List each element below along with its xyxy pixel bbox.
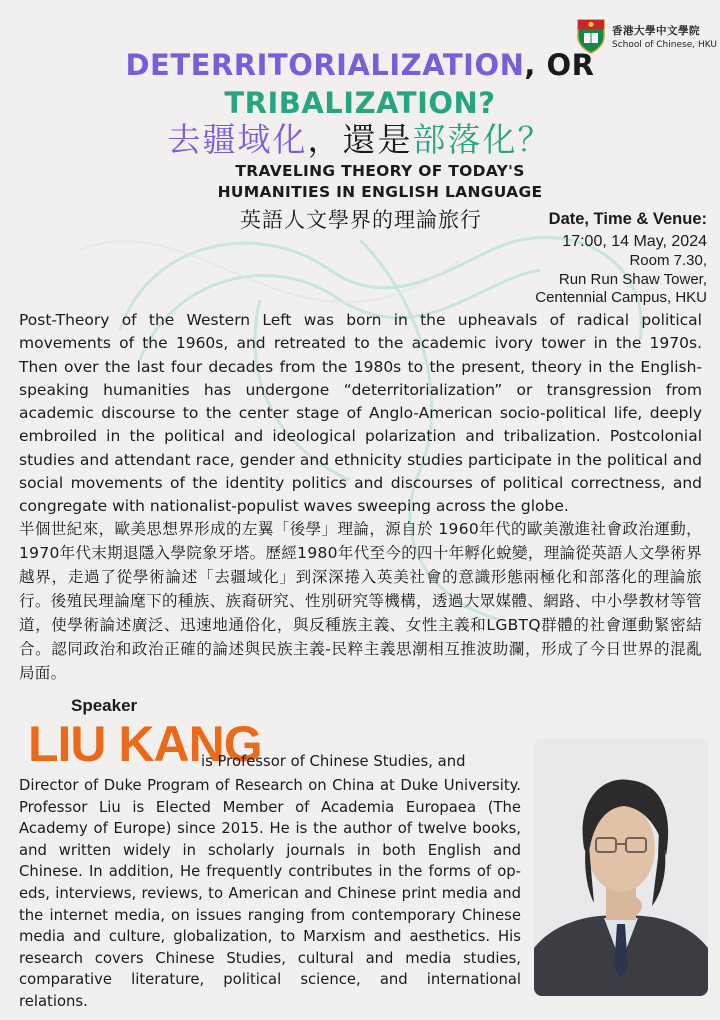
venue-datetime: 17:00, 14 May, 2024 [562,233,707,250]
venue-building: Run Run Shaw Tower, [558,270,707,288]
subtitle-zh: 英語人文學界的理論旅行 [240,208,482,232]
speaker-name: LIU KANG [28,716,262,772]
title-or: , OR [524,48,595,82]
title-tribalization: TRIBALIZATION? [224,86,496,120]
speaker-title-line: is Professor of Chinese Studies, and [201,753,466,770]
abstract-chinese: 半個世紀來，歐美思想界形成的左翼「後學」理論，源自於 1960年代的歐美激進社會政治運動，1970年代末期退隱入學院象牙塔。歷經1980年代至今的四十年孵化蛻變，理論從英語人文學術界越界，走過了從學術論述「去疆域化」到深深捲入英美社會的意識形態兩極化和部落化的理論旅行。後殖民理論麾下的種族、族裔研究、性別研究等機構，透過大眾媒體、網路、中小學教材等管道，使學術論述廣泛、迅速地通俗化，與反種族主義、女性主義和LGBTQ群體的社會運動緊密結合。認同政治和政治正確的論述與民族主義-民粹主義思潮相互推波助瀾，形成了今日世界的混亂局面。 [19,520,702,682]
abstract-english: Post-Theory of the Western Left was born in the upheavals of radical political movements of the 1960s, and retreated to the academic ivory tower in the 1970s. Then over the last four decades from the 1980s to the present, theory in the English-speaking humanities has undergone “deterritorialization” or transgression from academic discourse to the center stage of Anglo-American socio-political life, deeply embroiled in the political and ideological polarization and tribalization. Postcolonial studies and attendant race, gender and ethnicity studies participate in the political and social movements of the identity politics and discourses of political correctness, and congregate with nationalist-populist waves sweeping across the globe. [19,311,702,516]
venue-heading: Date, Time & Venue: [548,210,707,228]
subtitle-en-line2: HUMANITIES IN ENGLISH LANGUAGE [217,183,543,201]
title-zh-part3: 部落化？ [412,120,553,159]
speaker-bio: Director of Duke Program of Research on China at Duke University. Professor Liu is Elected Member of Academia Europaea (The Academy of Europe) since 2015. He is the author of twelve books, and written widely in scholarly journals in both English and Chinese. In addition, He frequently contributes in the forms of op-eds, interviews, reviews, to American and Chinese print media and the internet media, on issues ranging from contemporary Chinese media and culture, globalization, to Marxism and aesthetics. His research covers Chinese Studies, cultural and media studies, comparative literature, political science, and international relations. [19,777,521,1010]
venue-room: Room 7.30, [629,252,707,269]
school-name-zh: 香港大學中文學院 [612,25,700,37]
speaker-photo [534,738,708,996]
speaker-portrait-icon [534,738,708,996]
venue-block [535,210,707,308]
title-deterritorialization: DETERRITORIALIZATION [125,48,525,82]
subtitle-en-line1: TRAVELING THEORY OF TODAY'S [235,162,525,180]
speaker-label: Speaker [71,696,138,715]
title-zh-part2: ，還是 [307,120,413,159]
venue-campus: Centennial Campus, HKU [535,289,707,306]
title-zh-part1: 去疆域化 [167,120,308,159]
school-name-en: School of Chinese, HKU [612,40,717,50]
title-zh [0,118,720,162]
title-line-1 [0,48,720,82]
